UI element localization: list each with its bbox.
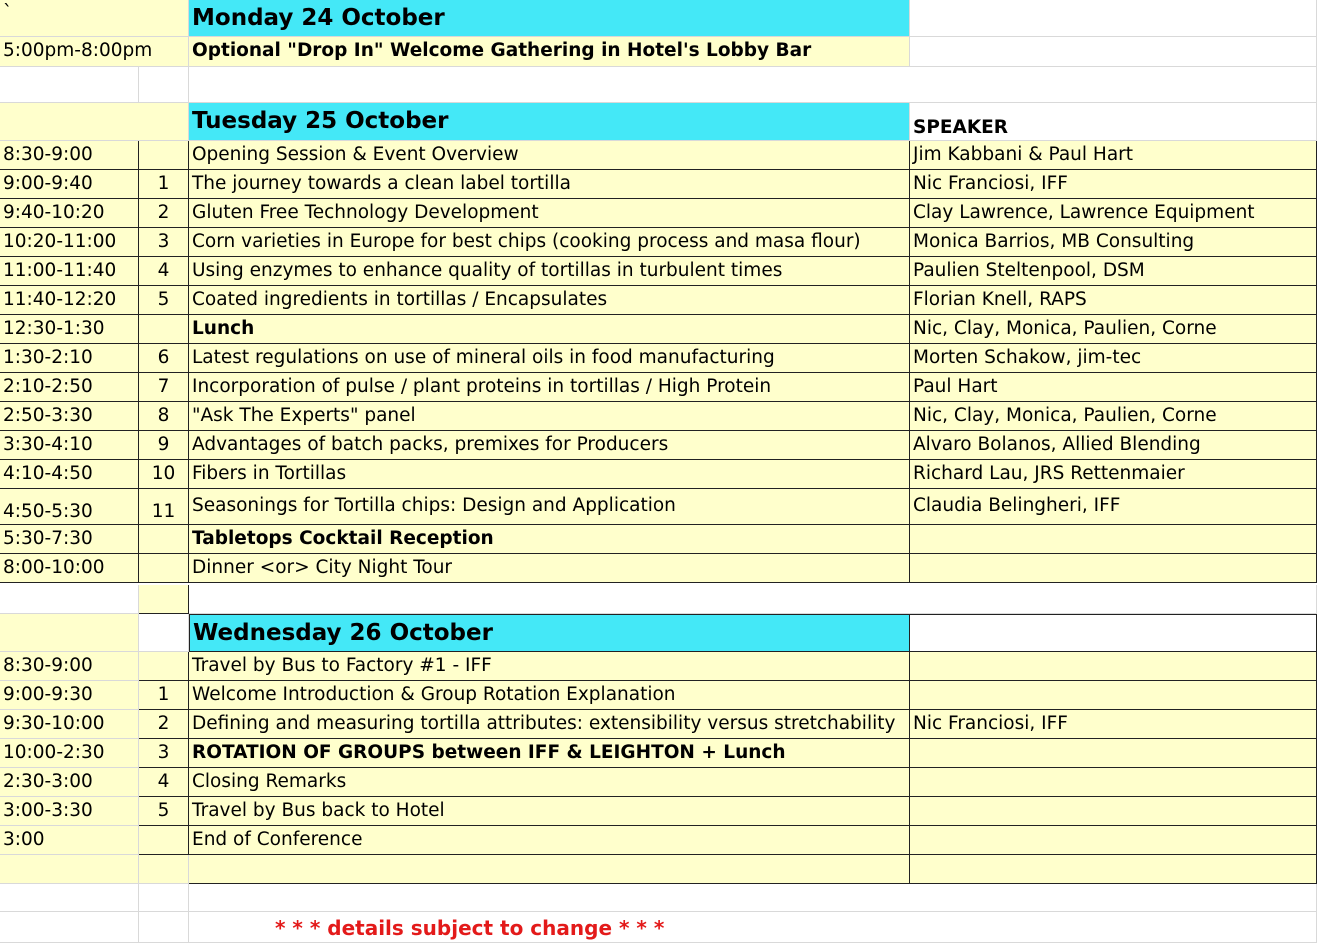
time-cell[interactable] <box>0 554 139 583</box>
topic-cell[interactable] <box>189 286 910 315</box>
cell[interactable] <box>139 912 189 943</box>
cell-text: Seasonings for Tortilla chips: Design and Application <box>192 495 676 517</box>
topic-cell[interactable] <box>189 768 910 797</box>
cell-text: 2 <box>157 712 170 734</box>
speaker-cell[interactable] <box>910 681 1317 710</box>
cell-text: Tabletops Cocktail Reception <box>192 527 494 549</box>
cell[interactable] <box>910 614 1317 652</box>
time-cell[interactable] <box>0 199 139 228</box>
cell-text: 1 <box>157 172 170 194</box>
speaker-cell[interactable] <box>910 652 1317 681</box>
session-number[interactable] <box>139 554 189 583</box>
time-cell[interactable] <box>0 257 139 286</box>
speaker-cell[interactable] <box>910 431 1317 460</box>
session-number[interactable] <box>139 681 189 710</box>
cell-text: Closing Remarks <box>192 770 347 792</box>
cell-text: Tuesday 25 October <box>192 108 449 134</box>
session-number[interactable] <box>139 344 189 373</box>
cell-text: 4:10-4:50 <box>3 462 93 484</box>
cell[interactable] <box>139 855 189 884</box>
topic-cell[interactable] <box>189 489 910 525</box>
session-number[interactable] <box>139 826 189 855</box>
time-cell[interactable] <box>0 286 139 315</box>
cell-text: Optional "Drop In" Welcome Gathering in Hotel's Lobby Bar <box>192 40 812 62</box>
cell-text: Lunch <box>192 317 255 339</box>
time-cell[interactable] <box>0 373 139 402</box>
wednesday-title[interactable] <box>189 614 910 652</box>
cell[interactable] <box>0 67 139 103</box>
cell-text: 5:30-7:30 <box>3 527 93 549</box>
cell-text: Dinner <or> City Night Tour <box>192 556 453 578</box>
speaker-cell[interactable] <box>910 768 1317 797</box>
cell[interactable] <box>189 585 1317 614</box>
cell-text: 2:30-3:00 <box>3 770 93 792</box>
topic-cell[interactable] <box>189 739 910 768</box>
speaker-cell[interactable] <box>910 525 1317 554</box>
cell-text: Nic, Clay, Monica, Paulien, Corne <box>913 317 1217 339</box>
cell-text: Using enzymes to enhance quality of tortillas in turbulent times <box>192 259 783 281</box>
cell-text: 3:00-3:30 <box>3 799 93 821</box>
cell-text: 1:30-2:10 <box>3 346 93 368</box>
cell-text: Clay Lawrence, Lawrence Equipment <box>913 201 1255 223</box>
speaker-cell[interactable] <box>910 199 1317 228</box>
cell[interactable] <box>189 855 910 884</box>
cell[interactable] <box>910 37 1317 67</box>
topic-cell[interactable] <box>189 554 910 583</box>
cell-text: Nic, Clay, Monica, Paulien, Corne <box>913 404 1217 426</box>
session-number[interactable] <box>139 199 189 228</box>
speaker-cell[interactable] <box>910 739 1317 768</box>
cell[interactable] <box>0 912 139 943</box>
session-number[interactable] <box>139 797 189 826</box>
cell-text: 10:00-2:30 <box>3 741 105 763</box>
monday-title[interactable] <box>189 0 910 37</box>
time-cell[interactable] <box>0 344 139 373</box>
corner-cell[interactable] <box>0 0 189 37</box>
cell-text: Nic Franciosi, IFF <box>913 172 1068 194</box>
cell-text: 4 <box>157 770 170 792</box>
cell-text: Florian Knell, RAPS <box>913 288 1087 310</box>
session-number[interactable] <box>139 525 189 554</box>
time-cell[interactable] <box>0 141 139 170</box>
cell-text: Latest regulations on use of mineral oils in food manufacturing <box>192 346 775 368</box>
speaker-cell[interactable] <box>910 315 1317 344</box>
session-number[interactable] <box>139 431 189 460</box>
speaker-cell[interactable] <box>910 257 1317 286</box>
time-cell[interactable] <box>0 431 139 460</box>
time-cell[interactable] <box>0 402 139 431</box>
monday-event[interactable] <box>189 37 910 67</box>
cell-text: Fibers in Tortillas <box>192 462 347 484</box>
cell-text: 8:00-10:00 <box>3 556 105 578</box>
speaker-cell[interactable] <box>910 373 1317 402</box>
cell-text: Claudia Belingheri, IFF <box>913 495 1121 517</box>
cell-text: 2:10-2:50 <box>3 375 93 397</box>
cell-text: 3:00 <box>3 828 45 850</box>
cell-text: 9:00-9:40 <box>3 172 93 194</box>
topic-cell[interactable] <box>189 141 910 170</box>
topic-cell[interactable] <box>189 431 910 460</box>
cell-text: 5 <box>157 288 170 310</box>
time-cell[interactable] <box>0 525 139 554</box>
speaker-cell[interactable] <box>910 460 1317 489</box>
cell-text: Jim Kabbani & Paul Hart <box>913 143 1134 165</box>
cell-text: 10 <box>151 462 176 484</box>
cell-text: 8:30-9:00 <box>3 654 93 676</box>
speaker-cell[interactable] <box>910 228 1317 257</box>
cell-text: Corn varieties in Europe for best chips (cooking process and masa flour) <box>192 230 861 252</box>
speaker-header[interactable] <box>910 103 1317 141</box>
cell[interactable] <box>910 0 1317 37</box>
cell-text: 9:00-9:30 <box>3 683 93 705</box>
topic-cell[interactable] <box>189 525 910 554</box>
topic-cell[interactable] <box>189 257 910 286</box>
tuesday-title[interactable] <box>189 103 910 141</box>
cell-text: Advantages of batch packs, premixes for Producers <box>192 433 669 455</box>
cell-text: 9:30-10:00 <box>3 712 105 734</box>
speaker-cell[interactable] <box>910 344 1317 373</box>
cell-text: Monica Barrios, MB Consulting <box>913 230 1195 252</box>
cell-text: Alvaro Bolanos, Allied Blending <box>913 433 1201 455</box>
cell-text: Nic Franciosi, IFF <box>913 712 1068 734</box>
cell[interactable] <box>189 67 1317 103</box>
cell-text: Defining and measuring tortilla attributes: extensibility versus stretchability <box>192 712 896 734</box>
cell[interactable] <box>139 67 189 103</box>
time-cell[interactable] <box>0 315 139 344</box>
speaker-cell[interactable] <box>910 797 1317 826</box>
cell-text: 7 <box>157 375 170 397</box>
session-number[interactable] <box>139 257 189 286</box>
speaker-cell[interactable] <box>910 286 1317 315</box>
cell-text: End of Conference <box>192 828 363 850</box>
time-cell[interactable] <box>0 681 139 710</box>
topic-cell[interactable] <box>189 228 910 257</box>
topic-cell[interactable] <box>189 199 910 228</box>
cell-text: SPEAKER <box>913 116 1009 138</box>
cell-text: Wednesday 26 October <box>193 619 493 646</box>
time-cell[interactable] <box>0 797 139 826</box>
speaker-cell[interactable] <box>910 402 1317 431</box>
time-cell[interactable] <box>0 768 139 797</box>
cell-text: 9 <box>157 433 170 455</box>
cell-text: Welcome Introduction & Group Rotation Explanation <box>192 683 676 705</box>
cell-text: Richard Lau, JRS Rettenmaier <box>913 462 1185 484</box>
cell-text: 9:40-10:20 <box>3 201 105 223</box>
cell[interactable] <box>0 103 189 141</box>
topic-cell[interactable] <box>189 344 910 373</box>
cell-text: Paul Hart <box>913 375 998 397</box>
cell-text: ROTATION OF GROUPS between IFF & LEIGHTON + Lunch <box>192 741 786 763</box>
cell-text: Incorporation of pulse / plant proteins in tortillas / High Protein <box>192 375 772 397</box>
topic-cell[interactable] <box>189 170 910 199</box>
time-cell[interactable] <box>0 460 139 489</box>
cell-text: Morten Schakow, jim-tec <box>913 346 1142 368</box>
session-number[interactable] <box>139 141 189 170</box>
cell[interactable] <box>189 884 1317 912</box>
time-cell[interactable] <box>0 652 139 681</box>
cell-text: 6 <box>157 346 170 368</box>
topic-cell[interactable] <box>189 652 910 681</box>
monday-time[interactable] <box>0 37 189 67</box>
cell-text: 4:50-5:30 <box>3 500 93 522</box>
cell-text: "Ask The Experts" panel <box>192 404 416 426</box>
speaker-cell[interactable] <box>910 141 1317 170</box>
cell-text: 3 <box>157 741 170 763</box>
session-number[interactable] <box>139 170 189 199</box>
cell-text: 1 <box>157 683 170 705</box>
speaker-cell[interactable] <box>910 170 1317 199</box>
time-cell[interactable] <box>0 228 139 257</box>
cell-text: 5 <box>157 799 170 821</box>
cell-text: ` <box>3 2 13 23</box>
cell[interactable] <box>0 585 139 614</box>
session-number[interactable] <box>139 489 189 525</box>
cell-text: 4 <box>157 259 170 281</box>
topic-cell[interactable] <box>189 681 910 710</box>
cell-text: 12:30-1:30 <box>3 317 105 339</box>
cell-text: 8 <box>157 404 170 426</box>
cell-text: 8:30-9:00 <box>3 143 93 165</box>
cell-text: The journey towards a clean label tortilla <box>192 172 571 194</box>
cell-text: 2:50-3:30 <box>3 404 93 426</box>
cell[interactable] <box>139 884 189 912</box>
cell-text: Monday 24 October <box>192 4 445 31</box>
topic-cell[interactable] <box>189 315 910 344</box>
cell[interactable] <box>139 614 189 652</box>
cell[interactable] <box>0 855 139 884</box>
cell-text: Opening Session & Event Overview <box>192 143 519 165</box>
cell-text: Travel by Bus back to Hotel <box>192 799 445 821</box>
topic-cell[interactable] <box>189 373 910 402</box>
cell-text: 5:00pm-8:00pm <box>3 40 153 62</box>
topic-cell[interactable] <box>189 797 910 826</box>
session-number[interactable] <box>139 710 189 739</box>
cell-text: 11:00-11:40 <box>3 259 117 281</box>
footer-note <box>272 914 672 942</box>
cell-text: 10:20-11:00 <box>3 230 117 252</box>
cell-text: 11:40-12:20 <box>3 288 117 310</box>
cell-text: 3 <box>157 230 170 252</box>
cell-text: Coated ingredients in tortillas / Encapsulates <box>192 288 608 310</box>
time-cell[interactable] <box>0 170 139 199</box>
speaker-cell[interactable] <box>910 826 1317 855</box>
session-number[interactable] <box>139 768 189 797</box>
topic-cell[interactable] <box>189 826 910 855</box>
cell-text: 2 <box>157 201 170 223</box>
time-cell[interactable] <box>0 826 139 855</box>
cell[interactable] <box>910 855 1317 884</box>
time-cell[interactable] <box>0 739 139 768</box>
topic-cell[interactable] <box>189 460 910 489</box>
cell[interactable] <box>139 585 189 614</box>
topic-cell[interactable] <box>189 710 910 739</box>
session-number[interactable] <box>139 315 189 344</box>
speaker-cell[interactable] <box>910 554 1317 583</box>
cell[interactable] <box>0 614 139 652</box>
cell-text: Gluten Free Technology Development <box>192 201 539 223</box>
session-number[interactable] <box>139 460 189 489</box>
session-number[interactable] <box>139 402 189 431</box>
speaker-cell[interactable] <box>910 489 1317 525</box>
topic-cell[interactable] <box>189 402 910 431</box>
cell-text: 3:30-4:10 <box>3 433 93 455</box>
time-cell[interactable] <box>0 489 139 525</box>
cell[interactable] <box>0 884 139 912</box>
cell-text: 11 <box>151 500 176 522</box>
session-number[interactable] <box>139 373 189 402</box>
session-number[interactable] <box>139 228 189 257</box>
session-number[interactable] <box>139 286 189 315</box>
speaker-cell[interactable] <box>910 710 1317 739</box>
cell-text: * * * details subject to change * * * <box>275 916 665 940</box>
session-number[interactable] <box>139 739 189 768</box>
cell-text: Paulien Steltenpool, DSM <box>913 259 1145 281</box>
session-number[interactable] <box>139 652 189 681</box>
cell-text: Travel by Bus to Factory #1 - IFF <box>192 654 492 676</box>
time-cell[interactable] <box>0 710 139 739</box>
